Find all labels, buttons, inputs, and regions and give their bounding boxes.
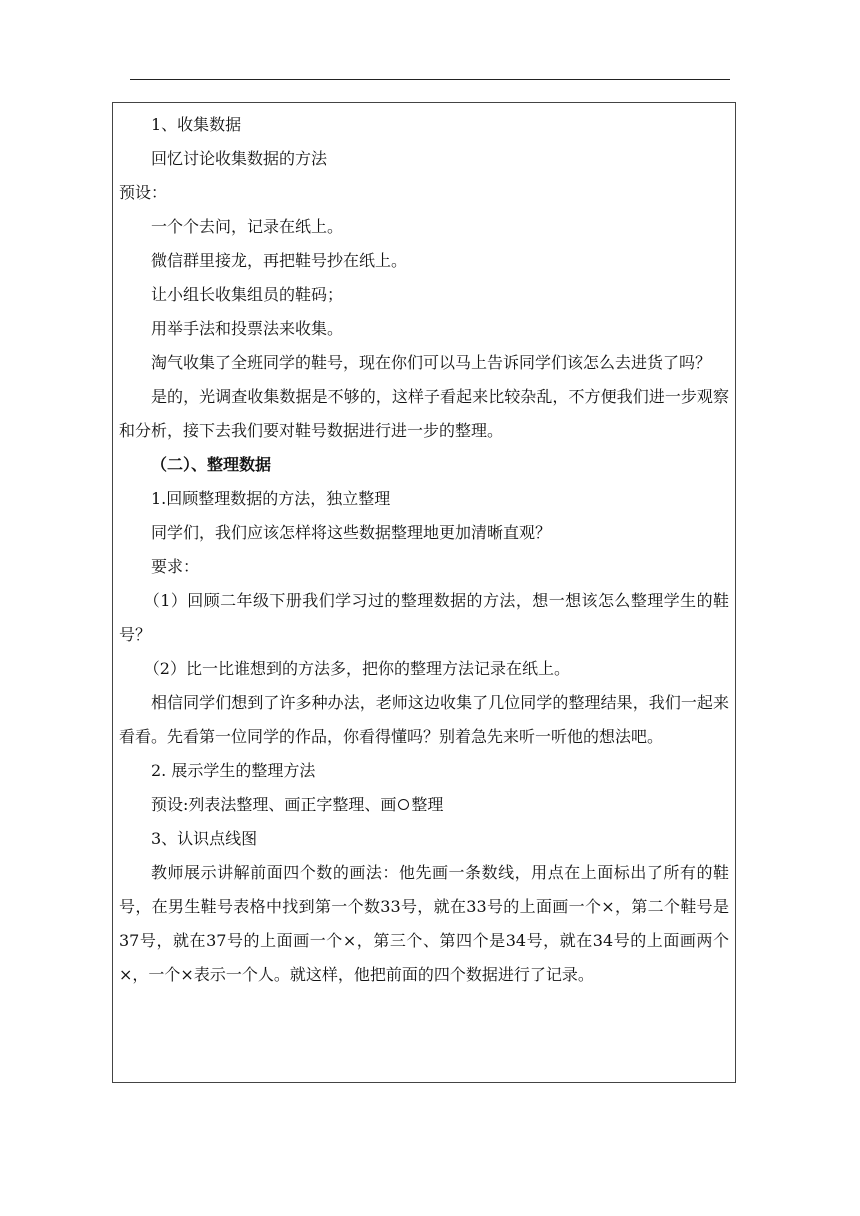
paragraph: 让小组长收集组员的鞋码； xyxy=(151,285,344,304)
preset-text: 预设:列表法整理、画正字整理、画 xyxy=(151,795,397,814)
requirement-item: （1）回顾二年级下册我们学习过的整理数据的方法，想一想该怎么整理学生的鞋号？ xyxy=(119,591,729,644)
section-heading-show: 2. 展示学生的整理方法 xyxy=(151,761,316,780)
section-heading-organize: （二）、整理数据 xyxy=(151,455,272,474)
paragraph: 用举手法和投票法来收集。 xyxy=(151,319,344,338)
paragraph: 是的，光调查收集数据是不够的，这样子看起来比较杂乱，不方便我们进一步观察和分析，接下去我们要对鞋号数据进行进一步的整理。 xyxy=(119,387,729,440)
paragraph: 微信群里接龙，再把鞋号抄在纸上。 xyxy=(151,251,408,270)
document-body xyxy=(119,108,729,992)
circle-icon xyxy=(398,799,409,810)
paragraph: 同学们，我们应该怎样将这些数据整理地更加清晰直观？ xyxy=(151,523,552,542)
section-heading-collect: 1、收集数据 xyxy=(151,115,242,134)
paragraph: 教师展示讲解前面四个数的画法：他先画一条数线，用点在上面标出了所有的鞋号，在男生鞋号表格中找到第一个数33号，就在33号的上面画一个×，第二个鞋号是37号，就在37号的上面画一个×，第三个、第四个是34号，就在34号的上面画两个×，一个×表示一个人。就这样，他把前面的四个数据进行了记录。 xyxy=(119,863,729,984)
paragraph: 1.回顾整理数据的方法，独立整理 xyxy=(151,489,391,508)
paragraph: 相信同学们想到了许多种办法，老师这边收集了几位同学的整理结果，我们一起来看看。先看第一位同学的作品，你看得懂吗？别着急先来听一听他的想法吧。 xyxy=(119,693,729,746)
paragraph: 一个个去问，记录在纸上。 xyxy=(151,217,344,236)
paragraph-label: 要求： xyxy=(151,557,200,576)
header-rule xyxy=(130,79,730,80)
paragraph xyxy=(119,788,729,822)
paragraph-label: 预设： xyxy=(119,183,168,202)
paragraph: 淘气收集了全班同学的鞋号，现在你们可以马上告诉同学们该怎么去进货了吗？ xyxy=(151,353,712,372)
paragraph: 回忆讨论收集数据的方法 xyxy=(151,149,328,168)
requirement-item: （2）比一比谁想到的方法多，把你的整理方法记录在纸上。 xyxy=(143,659,570,678)
preset-text-end: 整理 xyxy=(411,795,444,814)
section-heading-dotplot: 3、认识点线图 xyxy=(151,829,258,848)
